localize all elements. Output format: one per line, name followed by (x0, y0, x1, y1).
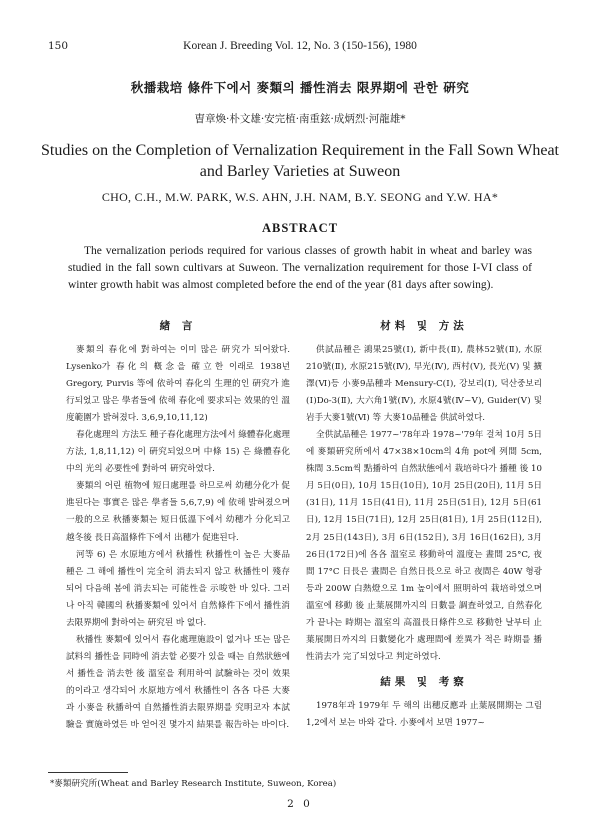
abstract-heading: ABSTRACT (261, 221, 339, 235)
intro-paragraph: 秋播性 麥類에 있어서 春化處理施設이 없거나 또는 많은 試料의 播性을 同時에 消去할 必要가 있을 때는 自然狀態에서 播性을 消去한 後 溫室을 利用하여 試驗하는 것이 效果的이라고 생각되어 水原地方에서 秋播性이 各各 다른 大麥과 小麥을 秋播하여 自然播性消去限界期를 究明코자 本試驗을 實施하였든 바 얻어진 몇가지 結果를 報告하는 바이다. (66, 634, 290, 731)
left-column (66, 318, 290, 734)
page-footer-number: 2 0 (287, 798, 313, 810)
results-heading: 結果 및 考察 (380, 675, 468, 688)
introduction-heading: 緖 言 (159, 320, 197, 332)
intro-paragraph: 麥類의 어린 植物에 短日處理를 하므로써 幼穗分化가 促進된다는 事實은 많은 學者들 5,6,7,9) 에 依해 밝혀졌으며 一般的으로 秋播麥類는 短日低溫下에서 幼穗가 分化되고 越冬後 長日高溫條件下에서 出穗가 促進된다. (66, 481, 290, 543)
page-number: 150 (48, 40, 69, 52)
intro-paragraph: 河等 6) 은 水原地方에서 秋播性 秋播性이 높은 大麥品種은 그 해에 播性이 完全히 消去되지 않고 秋播性이 殘存되어 다음해 봄에 消去되는 可能性을 示唆한 바 있다. 그러나 아직 韓國의 秋播麥類에 있어서 自然條件下에서 播性消去限界期에 對하여는 硏究된 바 없다. (66, 549, 290, 628)
results-paragraph: 1978年과 1979年 두 해의 出穗反應과 止葉展開期는 그림 1,2에서 보는 바와 같다. 小麥에서 보면 1977~ (306, 700, 542, 728)
footnote-divider (48, 772, 128, 773)
footnote: *麥類硏究所(Wheat and Barley Research Institute, Suweon, Korea) (50, 779, 337, 789)
journal-citation: Korean J. Breeding Vol. 12, No. 3 (150-156), 1980 (183, 40, 417, 52)
intro-paragraph: 春化處理의 方法도 種子春化處理方法에서 綠體春化處理方法, 1,8,11,12) 이 硏究되었으며 中條 15) 은 綠體春化中의 光의 必要性에 對하여 硏究하였다. (66, 430, 290, 475)
english-title: Studies on the Completion of Vernalization Requirement in the Fall Sown Wheat and Barley Varieties at Suweon (41, 142, 559, 180)
intro-paragraph: 麥類의 春化에 對하여는 이미 많은 硏究가 되어왔다. Lysenko가 春化의 槪念을 確立한 이래로 1938년 Gregory, Purvis 等에 依하여 春化의 生理的인 硏究가 進行되었고 많은 學者들에 依해 春化에 要求되는 效果的인 溫度範圍가 밝혀졌다. 3,6,9,10,11,12) (66, 345, 290, 424)
abstract-text: The vernalization periods required for various classes of growth habit in wheat and barley was studied in the fall sown cultivars at Suweon. The vernalization requirement for those I-VI class of winter growth habit was almost completed before the end of the year (81 days after sowing). (68, 245, 532, 291)
korean-title: 秋播栽培 條件下에서 麥類의 播性消去 限界期에 관한 硏究 (130, 80, 470, 95)
methods-paragraph: 供試品種은 鴻果25號(Ⅰ), 新中長(Ⅱ), 農林52號(Ⅱ), 水原210號(Ⅱ), 水原215號(Ⅳ), 早光(Ⅳ), 西村(Ⅴ), 長光(Ⅴ) 및 擴澤(Ⅵ)등 小麥9品種과 Mensury-C(Ⅰ), 강보리(Ⅰ), 덕산중보리(Ⅰ)Do-3(Ⅱ), 大六角1號(Ⅳ), 水原4號(Ⅳ~Ⅴ), Guider(Ⅴ) 및 岩手大麥1號(Ⅵ) 等 大麥10品種을 供試하였다. (306, 345, 542, 424)
methods-paragraph: 全供試品種은 1977~'78年과 1978~'79年 걸쳐 10月 5日에 麥類硏究所에서 47×38×10cm의 4角 pot에 列間 5cm, 株間 3.5cm씩 點播하여 自然狀態에서 栽培하다가 播種 後 10月 5日(0日), 10月 15日(10日), 10月 25日(20日), 11月 5日(31日), 11月 15日(41日), 11月 25日(51日), 12月 5日(61日), 12月 15日(71日), 12月 25日(81日), 1月 25日(112日), 2月 25日(143日), 3月 6日(152日), 3月 16日(162日), 3月 26日(172日)에 各各 溫室로 移動하여 溫度는 晝間 25°C, 夜間 17°C 日長은 晝間은 自然日長으로 하고 夜間은 40W 형광등과 200W 白熱燈으로 1m 높이에서 照明하여 栽培하였으며 溫室에 移動 後 止葉展開까지의 日數를 調査하였고, 自然春化가 끝나는 時期는 溫室의 高溫長日條件으로 移動한 날부터 止葉展開日까지의 日數變化가 處理間에 差異가 적은 時期를 播性消去가 完了되었다고 判定하였다. (306, 430, 542, 662)
english-authors: CHO, C.H., M.W. PARK, W.S. AHN, J.H. NAM, B.Y. SEONG and Y.W. HA* (101, 190, 499, 204)
korean-authors: 曺章煥·朴文雄·安完植·南重鉉·成炳烈·河龍雄* (194, 113, 406, 125)
methods-heading: 材料 및 方法 (380, 320, 468, 332)
right-column (306, 318, 542, 732)
